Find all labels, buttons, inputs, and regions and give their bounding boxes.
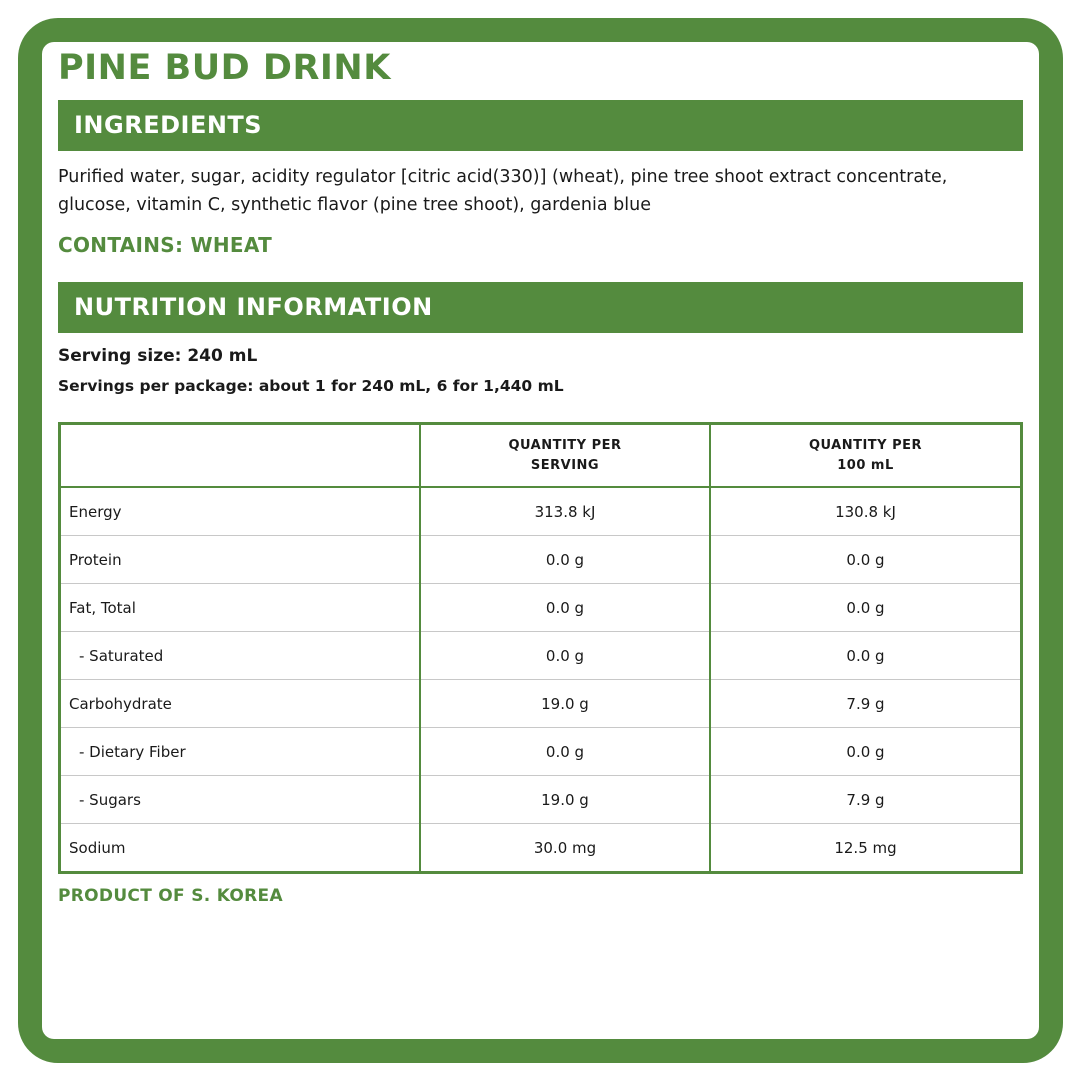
header-per-serving-line2: SERVING — [530, 457, 600, 473]
header-per-100ml — [710, 424, 1022, 488]
per-serving-value: 313.8 kJ — [420, 487, 710, 536]
per-100ml-value: 7.9 g — [710, 680, 1022, 728]
per-serving-value: 30.0 mg — [420, 824, 710, 873]
per-100ml-value: 0.0 g — [710, 632, 1022, 680]
table-row — [60, 824, 1022, 873]
per-serving-value: 0.0 g — [420, 584, 710, 632]
per-serving-value: 0.0 g — [420, 632, 710, 680]
table-row — [60, 487, 1022, 536]
per-100ml-value: 0.0 g — [710, 728, 1022, 776]
per-serving-value: 0.0 g — [420, 536, 710, 584]
nutrient-name-sub: - Dietary Fiber — [79, 742, 186, 761]
nutrient-name — [60, 728, 421, 776]
table-row — [60, 584, 1022, 632]
per-100ml-value: 0.0 g — [710, 536, 1022, 584]
table-row — [60, 728, 1022, 776]
table-row — [60, 680, 1022, 728]
table-row — [60, 632, 1022, 680]
per-100ml-value: 0.0 g — [710, 584, 1022, 632]
nutrient-name-sub: - Sugars — [79, 790, 141, 809]
header-per-serving — [420, 424, 710, 488]
nutrient-name-sub: - Saturated — [79, 646, 164, 665]
label-panel — [42, 42, 1039, 1039]
nutrient-name — [60, 776, 421, 824]
ingredients-heading: INGREDIENTS — [58, 100, 1023, 151]
nutrition-heading: NUTRITION INFORMATION — [58, 282, 1023, 333]
table-row — [60, 776, 1022, 824]
nutrient-name: Energy — [60, 487, 421, 536]
header-per-100ml-line1: QUANTITY PER — [808, 437, 923, 453]
per-serving-value: 19.0 g — [420, 680, 710, 728]
nutrient-name: Fat, Total — [60, 584, 421, 632]
nutrition-table — [58, 422, 1023, 874]
table-row — [60, 536, 1022, 584]
ingredients-text: Purified water, sugar, acidity regulator [citric acid(330)] (wheat), pine tree shoot extract concentrate, glucose, vitamin C, synthetic flavor (pine tree shoot), gardenia blue — [58, 167, 948, 215]
header-per-serving-line1: QUANTITY PER — [508, 437, 622, 453]
nutrient-name: Carbohydrate — [60, 680, 421, 728]
nutrient-name — [60, 632, 421, 680]
header-per-100ml-line2: 100 mL — [837, 457, 894, 473]
per-100ml-value: 12.5 mg — [834, 838, 897, 857]
label-frame — [18, 18, 1063, 1063]
product-title: PINE BUD DRINK — [58, 48, 391, 88]
per-100ml-value: 130.8 kJ — [710, 487, 1022, 536]
nutrient-name: Sodium — [60, 824, 421, 873]
nutrient-name: Protein — [60, 536, 421, 584]
per-serving-value: 0.0 g — [420, 728, 710, 776]
per-serving-value: 19.0 g — [420, 776, 710, 824]
country-of-origin: PRODUCT OF S. KOREA — [58, 886, 283, 906]
nutrition-table-header — [60, 424, 1022, 488]
serving-size: Serving size: 240 mL — [58, 346, 258, 366]
per-100ml-value: 7.9 g — [710, 776, 1022, 824]
header-nutrient — [60, 424, 421, 488]
servings-per-package: Servings per package: about 1 for 240 mL, 6 for 1,440 mL — [58, 377, 564, 395]
allergen-statement: CONTAINS: WHEAT — [58, 233, 273, 257]
